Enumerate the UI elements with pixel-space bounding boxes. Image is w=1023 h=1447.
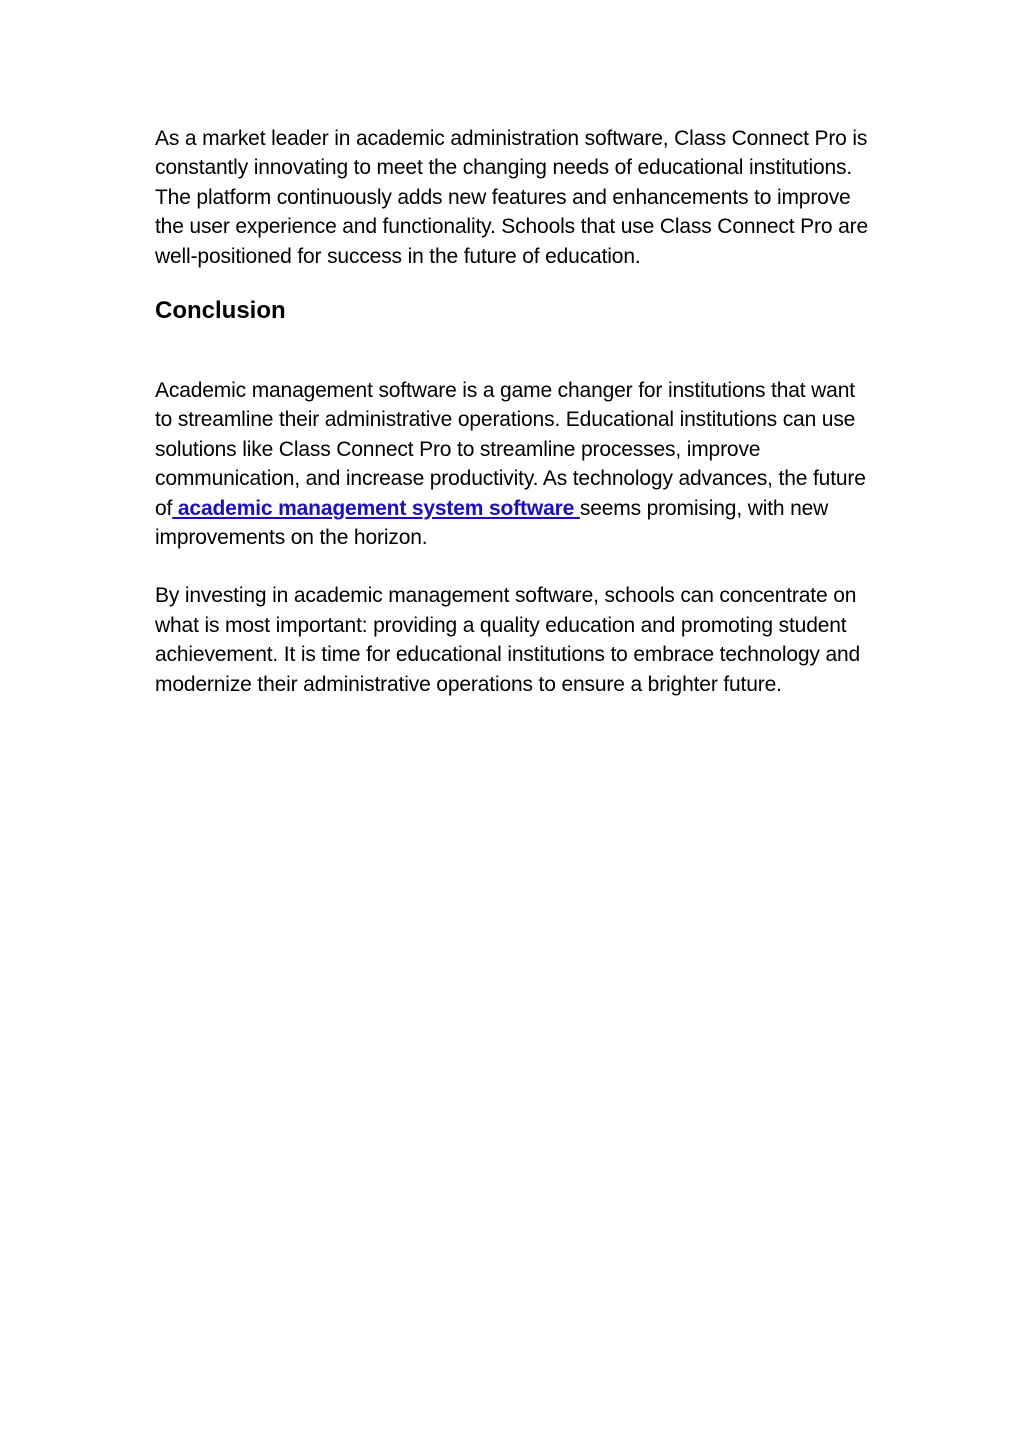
final-paragraph: By investing in academic management software, schools can concentrate on what is most important: providing a quality education and promoting student achievement. It is time for educational institutions to embrace technology and modernize their administrative operations to ensure a brighter future.	[155, 584, 861, 696]
conclusion-text-after-link: seems promising, with new improvements on the horizon.	[155, 496, 834, 550]
conclusion-heading: Conclusion	[155, 297, 286, 325]
academic-management-system-software-link[interactable]: academic management system software	[172, 496, 580, 520]
conclusion-paragraph	[155, 376, 873, 552]
document-body	[155, 124, 873, 699]
intro-paragraph: As a market leader in academic administration software, Class Connect Pro is constantly innovating to meet the changing needs of educational institutions. The platform continuously adds new features and enhancements to improve the user experience and functionality. Schools that use Class Connect Pro are well-positioned for success in the future of education.	[155, 127, 868, 268]
conclusion-text-before-link: Academic management software is a game changer for institutions that want to streamline their administrative operations. Educational institutions can use solutions like Class Connect Pro to streamline processes, improve communication, and increase productivity. As technology advances, the future of	[155, 379, 872, 520]
